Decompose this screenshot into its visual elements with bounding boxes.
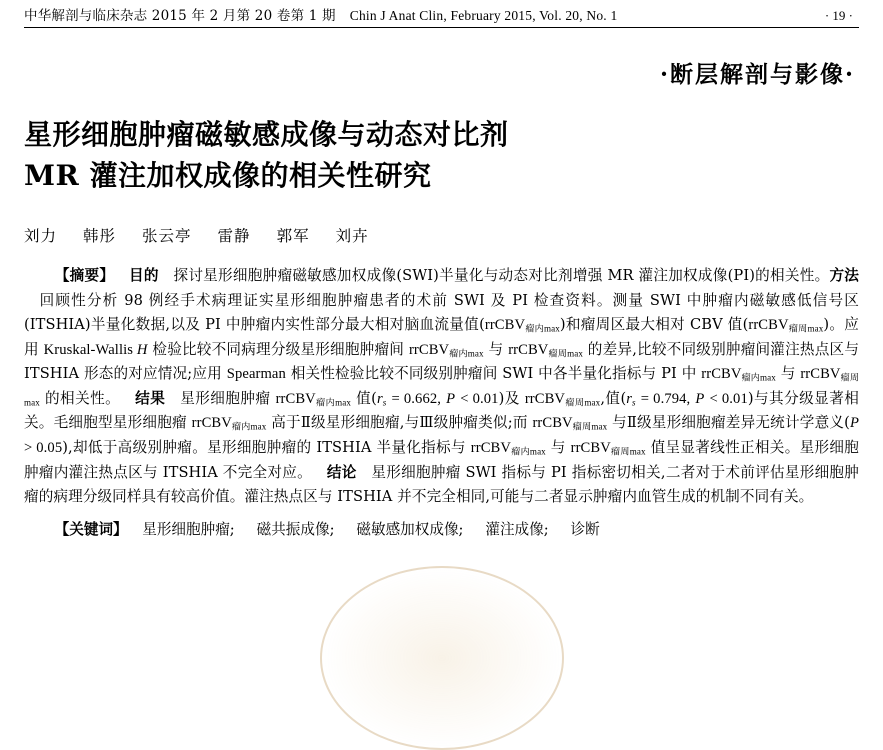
watermark-decoration (320, 566, 564, 750)
author-1: 刘力 (24, 227, 58, 246)
abstract-methods-label: 方法 (829, 267, 859, 285)
title-line-1: 星形细胞肿瘤磁敏感成像与动态对比剂 (24, 118, 509, 152)
abstract-results-label: 结果 (134, 389, 166, 407)
author-3: 张云亭 (142, 227, 192, 246)
title-line-2: MR 灌注加权成像的相关性研究 (24, 158, 432, 192)
keywords-label: 【关键词】 (54, 520, 128, 538)
running-head (24, 0, 859, 24)
abstract-results-text: 星形细胞肿瘤 rrCBV$_{瘤内max}$ 值($r_s = 0.662$, P < 0.01)及 rrCBV$_{瘤周max}$,值($r_s = 0.794$, P < 0.01)与其分级显著相关。毛细胞型星形细胞瘤 rrCBV$_{瘤内max}$ 高于Ⅱ级星形细胞瘤,与Ⅲ级肿瘤类似;而 rrCBV$_{瘤周max}$ 与Ⅱ级星形细胞瘤差异无统计学意义(P > 0.05),却低于高级别肿瘤。星形细胞肿瘤的 ITSHIA 半量化指标与 rrCBV$_{瘤内max}$ 与 rrCBV$_{瘤周max}$ 值呈显著线性正相关。星形细胞肿瘤内灌注热点区与 ITSHIA 不完全对应。 (24, 389, 860, 481)
abstract (24, 264, 859, 509)
keyword-4: 灌注成像; (485, 520, 549, 538)
journal-info-cn: 中华解剖与临床杂志 2015 年 2 月第 20 卷第 1 期 (24, 8, 336, 24)
keyword-2: 磁共振成像; (256, 520, 335, 538)
author-5: 郭军 (276, 227, 310, 246)
header-divider (24, 27, 859, 28)
author-list (24, 224, 859, 246)
author-2: 韩彤 (83, 227, 117, 246)
author-4: 雷静 (217, 227, 251, 246)
keyword-1: 星形细胞肿瘤; (142, 520, 235, 538)
keyword-5: 诊断 (570, 520, 600, 538)
running-head-left (24, 8, 617, 24)
abstract-objective-text: 探讨星形细胞肿瘤磁敏感加权成像(SWI)半量化与动态对比剂增强 MR 灌注加权成像(PI)的相关性。 (173, 267, 830, 285)
abstract-conclusion-label: 结论 (326, 463, 357, 481)
journal-info-en: Chin J Anat Clin, February 2015, Vol. 20, No. 1 (349, 8, 618, 23)
abstract-label: 【摘要】 (54, 267, 115, 285)
abstract-objective-label: 目的 (128, 267, 159, 285)
page-title (24, 115, 859, 196)
abstract-conclusion-text: 星形细胞肿瘤 SWI 指标与 PI 指标密切相关,二者对于术前评估星形细胞肿瘤的病理分级同样具有较高价值。灌注热点区与 ITSHIA 并不完全相同,可能与二者显示肿瘤内血管生成的机制不同有关。 (24, 463, 860, 506)
keywords (24, 518, 859, 543)
section-kicker: ·断层解剖与影像· (659, 61, 855, 89)
page-number: · 19 · (824, 8, 853, 23)
abstract-methods-text: 回顾性分析 98 例经手术病理证实星形细胞肿瘤患者的术前 SWI 及 PI 检查资料。测量 SWI 中肿瘤内磁敏感低信号区(ITSHIA)半量化数据,以及 PI 中肿瘤内实性部分最大相对脑血流量值(rrCBV$_{瘤内max}$)和瘤周区最大相对 CBV 值(rrCBV$_{瘤周max}$)。应用 Kruskal-Wallis H 检验比较不同病理分级星形细胞肿瘤间 rrCBV$_{瘤内max}$ 与 rrCBV$_{瘤周max}$ 的差异,比较不同级别肿瘤间灌注热点区与 ITSHIA 形态的对应情况;应用 Spearman 相关性检验比较不同级别肿瘤间 SWI 中各半量化指标与 PI 中 rrCBV$_{瘤内max}$ 与 rrCBV$_{瘤周max}$ 的相关性。 (24, 291, 860, 408)
author-6: 刘卉 (335, 227, 369, 246)
keyword-3: 磁敏感加权成像; (356, 520, 464, 538)
